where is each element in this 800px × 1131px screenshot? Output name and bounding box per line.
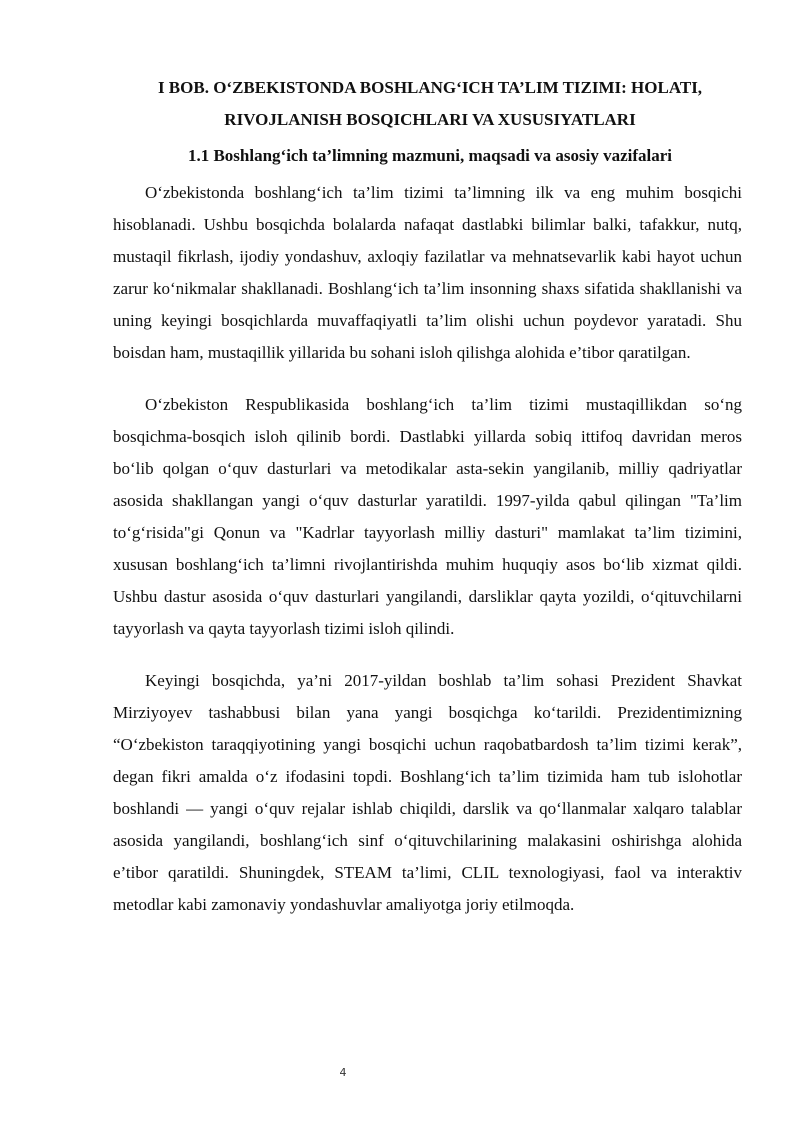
page-number: 4	[339, 1066, 347, 1079]
paragraph: Keyingi bosqichda, ya’ni 2017-yildan boshlab ta’lim sohasi Prezident Shavkat Mirziyoyev tashabbusi bilan yana yangi bosqichga ko‘tarildi. Prezidentimizning “O‘zbekiston taraqqiyotining yangi bosqichi uchun raqobatbardosh ta’lim tizimi kerak”, degan fikri amalda o‘z ifodasini topdi. Boshlang‘ich ta’lim tizimida ham tub islohotlar boshlandi — yangi o‘quv rejalar ishlab chiqildi, darslik va qo‘llanmalar xalqaro talablar asosida yangilandi, boshlang‘ich sinf o‘qituvchilarining malakasini oshirishga alohida e’tibor qaratildi. Shuningdek, STEAM ta’limi, CLIL texnologiyasi, faol va interaktiv metodlar kabi zamonaviy yondashuvlar amaliyotga joriy etilmoqda.	[113, 671, 742, 914]
section-title: 1.1 Boshlang‘ich ta’limning mazmuni, maqsadi va asosiy vazifalari	[187, 146, 673, 165]
paragraph: O‘zbekistonda boshlang‘ich ta’lim tizimi ta’limning ilk va eng muhim bosqichi hisoblanadi. Ushbu bosqichda bolalarda nafaqat dastlabki bilimlar balki, tafakkur, nutq, mustaqil fikrlash, ijodiy yondashuv, axloqiy fazilatlar va mehnatsevarlik kabi hayot uchun zarur ko‘nikmalar shakllanadi. Boshlang‘ich ta’lim insonning shaxs sifatida shakllanishi va uning keyingi bosqichlarda muvaffaqiyatli ta’lim olishi uchun poydevor yaratadi. Shu boisdan ham, mustaqillik yillarida bu sohani isloh qilishga alohida e’tibor qaratilgan.	[113, 183, 742, 362]
body-text	[113, 177, 742, 941]
paragraph: O‘zbekiston Respublikasida boshlang‘ich ta’lim tizimi mustaqillikdan so‘ng bosqichma-bosqich isloh qilinib bordi. Dastlabki yillarda sobiq ittifoq davridan meros bo‘lib qolgan o‘quv dasturlari va metodikalar asta-sekin yangilanib, milliy qadriyatlar asosida shakllangan yangi o‘quv dasturlar yaratildi. 1997-yilda qabul qilingan "Ta’lim to‘g‘risida"gi Qonun va "Kadrlar tayyorlash milliy dasturi" mamlakat ta’lim tizimini, xususan boshlang‘ich ta’limni rivojlantirishda muhim huquqiy asos bo‘lib xizmat qildi. Ushbu dastur asosida o‘quv dasturlari yangilandi, darsliklar qayta yozildi, o‘qituvchilarni tayyorlash va qayta tayyorlash tizimi isloh qilindi.	[113, 395, 742, 638]
chapter-title: I BOB. O‘ZBEKISTONDA BOSHLANG‘ICH TA’LIM TIZIMI: HOLATI, RIVOJLANISH BOSQICHLARI VA XUSUSIYATLARI	[157, 78, 703, 129]
